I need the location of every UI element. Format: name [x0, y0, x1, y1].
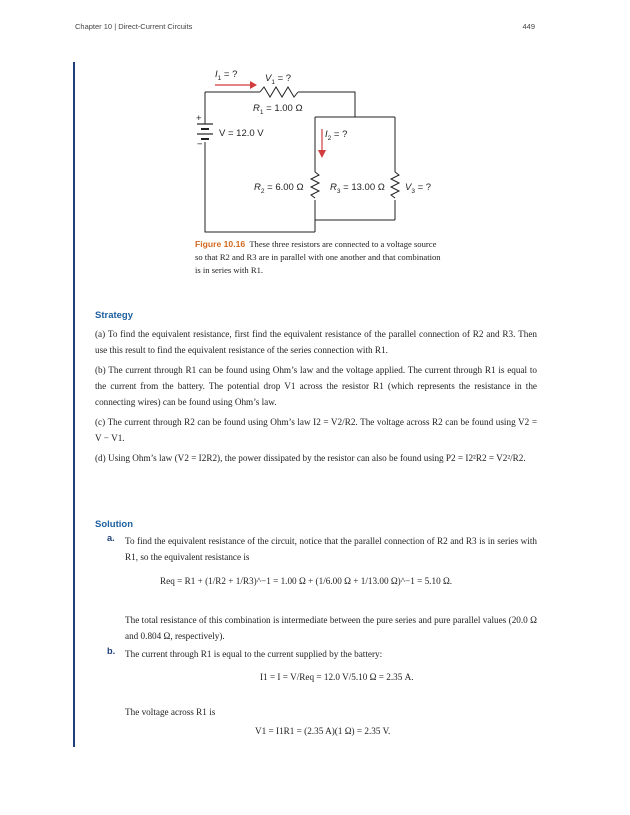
solution-b-text: The current through R1 is equal to the current supplied by the battery: — [125, 649, 383, 659]
label-voltage: V = 12.0 V — [219, 128, 264, 139]
circuit-diagram — [190, 62, 460, 237]
strategy-a: (a) To find the equivalent resistance, first find the equivalent resistance of the parallel connection of R2 and R3. Then use this result to find the equivalent resistance of the series connection with R1. — [95, 329, 537, 355]
label-i2: $I_2$ = ? — [325, 129, 348, 142]
resistor-r2 — [311, 172, 319, 198]
label-v1: $V_1$ = ? — [265, 73, 292, 86]
battery-symbol — [197, 124, 213, 139]
current-arrow-i1 — [215, 81, 257, 89]
strategy-heading: Strategy — [95, 310, 134, 321]
battery-minus: − — [197, 139, 203, 150]
example-sidebar-rule — [73, 62, 75, 747]
solution-b-label: b. — [107, 646, 116, 656]
solution-a-text: To find the equivalent resistance of the circuit, notice that the parallel connection of R2 and R3 is in series with R1, so the equivalent resistance is — [125, 536, 537, 562]
equation-req: Req = R1 + (1/R2 + 1/R3)^−1 = 1.00 Ω + (1/6.00 Ω + 1/13.00 Ω)^−1 = 5.10 Ω. — [160, 576, 453, 586]
label-r2: $R_2 = 6.00$ Ω — [254, 182, 304, 195]
equation-voltage: V1 = I1R1 = (2.35 A)(1 Ω) = 2.35 V. — [255, 726, 391, 736]
wire-top-right — [298, 92, 355, 117]
solution-a-label: a. — [107, 533, 115, 543]
figure-caption-text: These three resistors are connected to a voltage source so that R2 and R3 are in parallel with one another and that combination is in series with R1. — [195, 239, 441, 275]
resistor-r1 — [260, 87, 298, 97]
strategy-b: (b) The current through R1 can be found using Ohm’s law and the voltage applied. The current through R1 is equal to the current from the battery. The potential drop V1 across the resistor R1 (which represents the resistance in the connecting wires) can be found using Ohm’s law. — [95, 365, 537, 407]
equation-current: I1 = I = V/Req = 12.0 V/5.10 Ω = 2.35 A. — [260, 672, 414, 682]
label-r1: $R_1 = 1.00$ Ω — [253, 103, 303, 116]
page-number: 449 — [522, 22, 535, 31]
label-v3: $V_3$ = ? — [405, 182, 432, 195]
figure-label: Figure 10.16 — [195, 239, 246, 249]
label-r3: $R_3 = 13.00$ Ω — [330, 182, 385, 195]
strategy-c: (c) The current through R2 can be found using Ohm’s law I2 = V2/R2. The voltage across R2 can be found using V2 = V − V1. — [95, 417, 537, 443]
solution-a-note: The total resistance of this combination is intermediate between the pure series and pure parallel values (20.0 Ω and 0.804 Ω, respectively). — [125, 615, 537, 641]
battery-plus: + — [196, 113, 202, 124]
solution-b-text2: The voltage across R1 is — [125, 707, 216, 717]
solution-heading: Solution — [95, 519, 133, 530]
label-i1: $I_1$ = ? — [215, 69, 238, 82]
resistor-r3 — [391, 172, 399, 198]
running-header-chapter: Chapter 10 | Direct-Current Circuits — [75, 22, 193, 31]
strategy-body — [95, 326, 537, 466]
strategy-d: (d) Using Ohm’s law (V2 = I2R2), the power dissipated by the resistor can also be found using P2 = I2²R2 = V2²/R2. — [95, 453, 526, 463]
figure-caption — [195, 238, 445, 277]
